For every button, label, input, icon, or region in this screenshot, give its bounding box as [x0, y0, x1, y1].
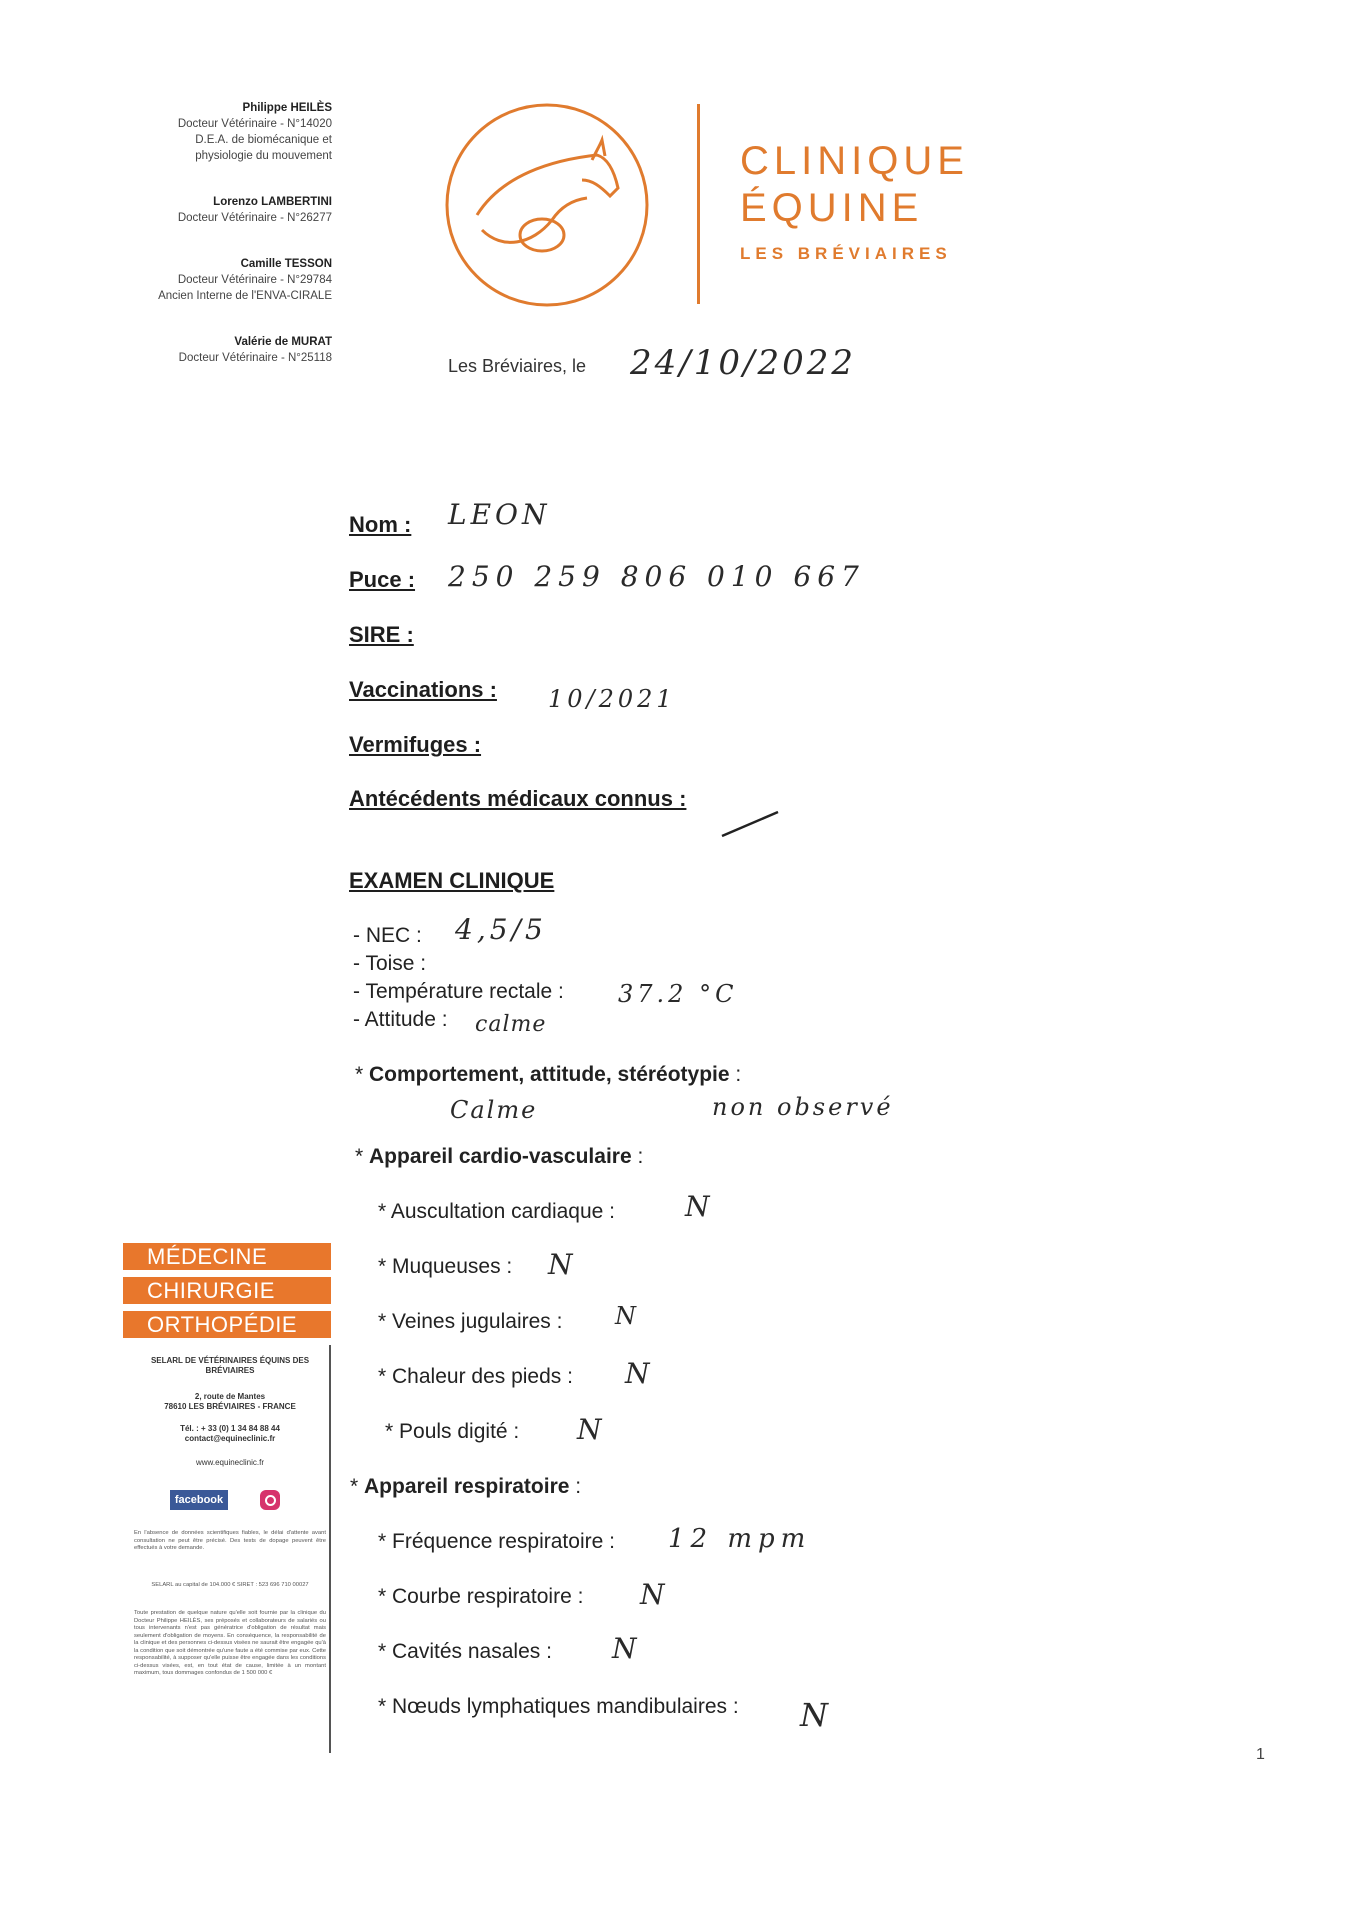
date-label: Les Bréviaires, le: [448, 356, 587, 376]
sidebar-divider: [329, 1345, 331, 1753]
auscultation-label: Auscultation cardiaque :: [390, 1200, 615, 1223]
legal-notice-1: En l'absence de données scientifiques fiables, le délai d'attente avant consultation ne peut être précisé. Des tests de dopage peuvent être effectués à votre demande.: [134, 1530, 326, 1551]
vet-line: Docteur Vétérinaire - N°25118: [178, 352, 332, 364]
comportement-value-1: Calme: [450, 1096, 538, 1124]
muqueuses-row: * Muqueuses :: [378, 1255, 513, 1278]
band-medecine: MÉDECINE: [123, 1243, 331, 1270]
facebook-icon[interactable]: facebook: [170, 1490, 228, 1510]
attitude-value: calme: [475, 1012, 547, 1037]
nom-label: Nom :: [349, 512, 412, 537]
comportement-heading: * Comportement, attitude, stéréotypie :: [355, 1063, 742, 1086]
brand-line-2: ÉQUINE: [740, 186, 924, 230]
cavites-row: * Cavités nasales :: [378, 1640, 552, 1663]
nec-label: - NEC :: [353, 924, 422, 947]
date-value: 24/10/2022: [630, 343, 856, 383]
veines-row: * Veines jugulaires :: [378, 1310, 563, 1333]
vet-name: Valérie de MURAT: [234, 336, 332, 348]
temperature-value: 37.2 °C: [618, 980, 738, 1008]
puce-value: 250 259 806 010 667: [448, 560, 865, 593]
muqueuses-check: N: [548, 1248, 577, 1281]
vet-line: Docteur Vétérinaire - N°26277: [177, 212, 332, 224]
noeuds-label: Nœuds lymphatiques mandibulaires :: [392, 1695, 739, 1718]
vet-name: Philippe HEILÈS: [242, 102, 332, 114]
cavites-check: N: [612, 1632, 641, 1665]
website: www.equineclinic.fr: [195, 1458, 265, 1467]
comportement-value-2: non observé: [712, 1093, 894, 1121]
pouls-label: Pouls digité :: [399, 1420, 520, 1443]
dash-mark: [718, 808, 782, 840]
chaleur-check: N: [625, 1357, 654, 1390]
nom-value: LEON: [448, 498, 551, 531]
veines-check: N: [615, 1302, 640, 1330]
puce-label: Puce :: [349, 567, 416, 592]
vermifuges-label: Vermifuges :: [349, 732, 482, 757]
company-name: SELARL DE VÉTÉRINAIRES ÉQUINS DES BRÉVIAIRES: [150, 1356, 310, 1375]
courbe-row: * Courbe respiratoire :: [378, 1585, 584, 1608]
email: contact@equineclinic.fr: [184, 1434, 276, 1443]
vet-name: Camille TESSON: [240, 258, 332, 270]
sire-label: SIRE :: [349, 622, 414, 647]
frequence-value: 12 mpm: [668, 1524, 812, 1554]
vet-line: physiologie du mouvement: [195, 150, 332, 162]
antecedents-label: Antécédents médicaux connus :: [349, 786, 687, 811]
vet-entry: [110, 256, 332, 304]
toise-label: - Toise :: [353, 952, 427, 975]
auscultation-check: N: [685, 1190, 714, 1223]
courbe-check: N: [640, 1578, 669, 1611]
address-line-1: 2, route de Mantes: [194, 1392, 266, 1401]
vet-line: D.E.A. de biomécanique et: [195, 134, 332, 146]
horse-logo-icon: [442, 100, 652, 310]
pouls-check: N: [577, 1413, 606, 1446]
cavites-label: Cavités nasales :: [392, 1640, 552, 1663]
comportement-label: Comportement, attitude, stéréotypie: [369, 1063, 730, 1086]
page-number: 1: [1256, 1746, 1265, 1763]
frequence-row: * Fréquence respiratoire :: [378, 1530, 615, 1553]
vet-line: Docteur Vétérinaire - N°14020: [177, 118, 332, 130]
legal-notice-2: SELARL au capital de 104.000 € SIRET : 523 696 710 00027: [151, 1582, 309, 1588]
chaleur-label: Chaleur des pieds :: [392, 1365, 573, 1388]
vet-line: Docteur Vétérinaire - N°29784: [177, 274, 332, 286]
noeuds-row: * Nœuds lymphatiques mandibulaires :: [378, 1695, 739, 1718]
respiratoire-label: Appareil respiratoire: [364, 1475, 570, 1498]
vet-list: [110, 100, 332, 396]
cardio-label: Appareil cardio-vasculaire: [369, 1145, 632, 1168]
cardio-heading: * Appareil cardio-vasculaire :: [355, 1145, 644, 1168]
frequence-label: Fréquence respiratoire :: [392, 1530, 615, 1553]
vet-entry: [110, 334, 332, 366]
vet-name: Lorenzo LAMBERTINI: [213, 196, 332, 208]
respiratoire-heading: * Appareil respiratoire :: [350, 1475, 582, 1498]
brand-name: [740, 138, 969, 264]
brand-subtitle: LES BRÉVIAIRES: [740, 244, 952, 263]
chaleur-row: * Chaleur des pieds :: [378, 1365, 573, 1388]
noeuds-check: N: [800, 1696, 832, 1734]
veines-label: Veines jugulaires :: [392, 1310, 563, 1333]
address-line-2: 78610 LES BRÉVIAIRES - FRANCE: [164, 1402, 296, 1411]
vet-entry: [110, 194, 332, 226]
brand-divider: [697, 104, 700, 304]
auscultation-row: * Auscultation cardiaque :: [378, 1200, 615, 1223]
muqueuses-label: Muqueuses :: [392, 1255, 513, 1278]
vet-line: Ancien Interne de l'ENVA-CIRALE: [158, 290, 332, 302]
courbe-label: Courbe respiratoire :: [392, 1585, 584, 1608]
instagram-icon[interactable]: [260, 1490, 280, 1510]
temperature-label: - Température rectale :: [353, 980, 564, 1003]
vet-entry: [110, 100, 332, 164]
legal-notice-3: Toute prestation de quelque nature qu'elle soit fournie par la clinique du Docteur Philippe HEILÈS, ses préposés et collaborateurs de salariés ou tous intervenants n'est pas génératrice d'obligation de résultat mais seulement d'obligation de moyens. En conséquence, la responsabilité de la clinique et des personnes ci-dessus visées ne saurait être engagée qu'à la condition que soit démontrée qu'une faute a été commise par eux. Cette responsabilité, à supposer qu'elle puisse être engagée dans les conditions ci-dessus visées, est, en tout état de cause, limitée à un montant maximum, tous dommages confondus de 1 500 000 €: [134, 1610, 326, 1676]
vaccinations-value: 10/2021: [548, 685, 676, 713]
attitude-label: - Attitude :: [353, 1008, 448, 1031]
phone: Tél. : + 33 (0) 1 34 84 88 44: [180, 1424, 280, 1433]
band-chirurgie: CHIRURGIE: [123, 1277, 331, 1304]
exam-title: EXAMEN CLINIQUE: [349, 868, 555, 893]
vaccinations-label: Vaccinations :: [349, 677, 497, 702]
brand-line-1: CLINIQUE: [740, 139, 969, 183]
pouls-row: * Pouls digité :: [385, 1420, 520, 1443]
nec-value: 4,5/5: [455, 913, 547, 946]
band-orthopedie: ORTHOPÉDIE: [123, 1311, 331, 1338]
